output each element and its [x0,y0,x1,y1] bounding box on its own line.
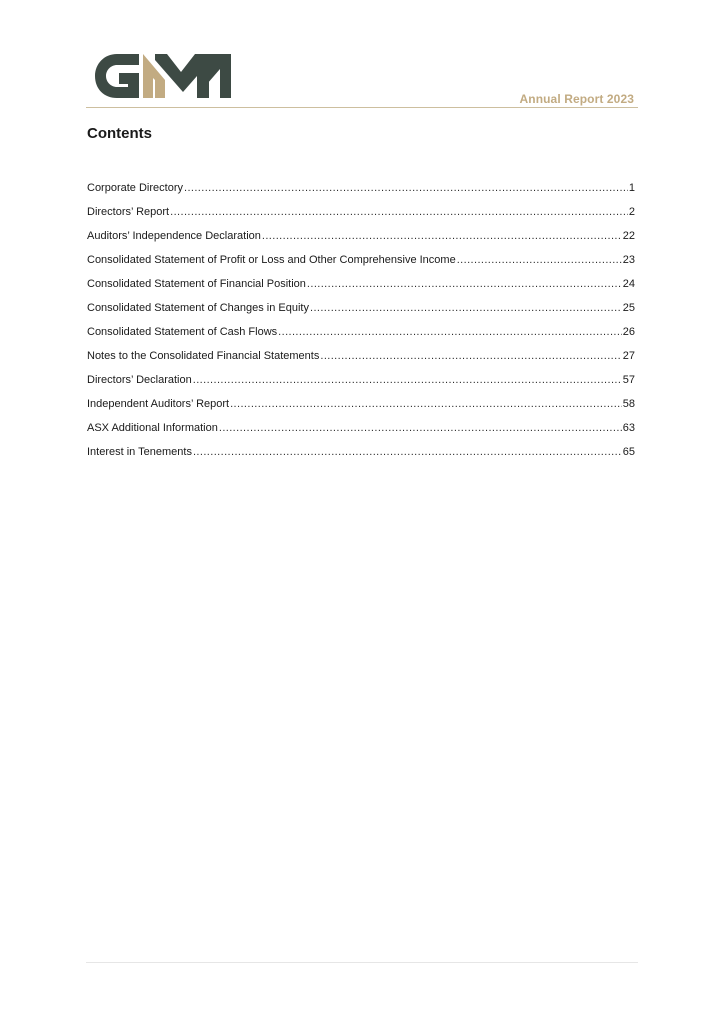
toc-entry-title: Consolidated Statement of Financial Position [87,278,306,290]
toc-dot-leader [278,326,622,338]
table-of-contents [87,182,635,470]
toc-entry[interactable] [87,182,635,206]
toc-entry-page: 25 [622,302,635,314]
toc-entry-page: 24 [622,278,635,290]
toc-entry-title: Consolidated Statement of Cash Flows [87,326,278,338]
toc-entry[interactable] [87,206,635,230]
toc-dot-leader [184,182,628,194]
header-divider [86,107,638,108]
toc-entry[interactable] [87,422,635,446]
toc-entry-title: Directors’ Declaration [87,374,192,386]
toc-entry[interactable] [87,446,635,470]
toc-dot-leader [193,374,622,386]
toc-entry-title: ASX Additional Information [87,422,218,434]
toc-entry-title: Consolidated Statement of Changes in Equity [87,302,309,314]
toc-entry-page: 2 [628,206,635,218]
toc-entry-page: 23 [622,254,635,266]
toc-entry[interactable] [87,350,635,374]
toc-entry-title: Directors’ Report [87,206,170,218]
toc-dot-leader [457,254,622,266]
toc-entry[interactable] [87,254,635,278]
logo-letter-g [95,54,139,98]
toc-dot-leader [307,278,622,290]
report-title: Annual Report 2023 [519,92,634,106]
contents-heading: Contents [87,125,152,142]
logo-letter-m-dark [155,54,231,98]
toc-entry[interactable] [87,230,635,254]
toc-entry-page: 26 [622,326,635,338]
toc-entry[interactable] [87,374,635,398]
toc-entry-page: 63 [622,422,635,434]
toc-entry-page: 58 [622,398,635,410]
toc-dot-leader [193,446,622,458]
toc-entry-title: Independent Auditors’ Report [87,398,230,410]
toc-entry-page: 1 [628,182,635,194]
toc-dot-leader [170,206,628,218]
toc-dot-leader [320,350,621,362]
toc-entry-title: Interest in Tenements [87,446,192,458]
toc-entry[interactable] [87,398,635,422]
footer-divider [86,962,638,963]
toc-entry[interactable] [87,302,635,326]
toc-dot-leader [310,302,622,314]
toc-entry-page: 27 [622,350,635,362]
toc-entry-title: Consolidated Statement of Profit or Loss and Other Comprehensive Income [87,254,456,266]
toc-dot-leader [262,230,622,242]
toc-dot-leader [230,398,622,410]
toc-entry-page: 22 [622,230,635,242]
toc-dot-leader [219,422,622,434]
toc-entry-title: Auditors’ Independence Declaration [87,230,261,242]
toc-entry[interactable] [87,326,635,350]
toc-entry[interactable] [87,278,635,302]
toc-entry-page: 65 [622,446,635,458]
toc-entry-title: Corporate Directory [87,182,183,194]
company-logo [93,50,233,102]
toc-entry-title: Notes to the Consolidated Financial Statements [87,350,320,362]
toc-entry-page: 57 [622,374,635,386]
